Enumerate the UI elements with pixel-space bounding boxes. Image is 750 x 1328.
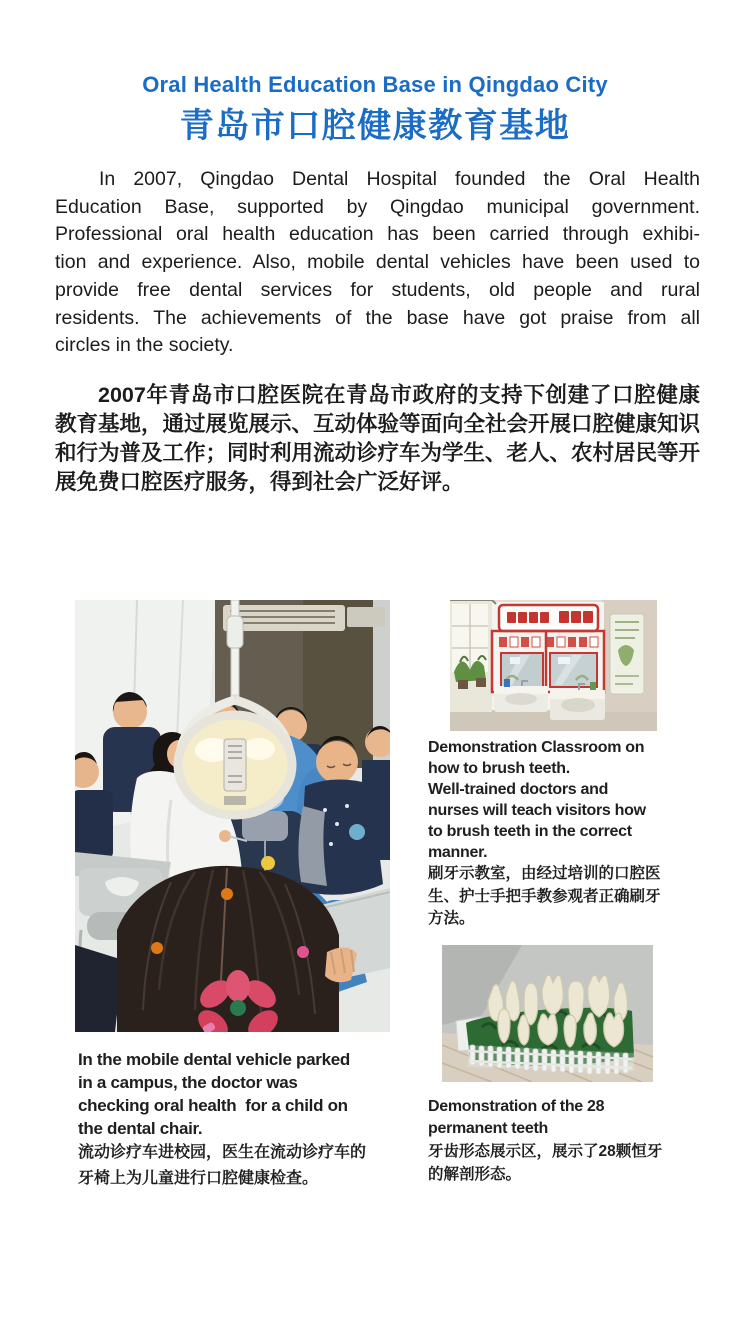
caption-classroom-english: Demonstration Classroom on how to brush teeth. Well-trained doctors and nurses will teach visitors how to brush teeth in the correct manner. — [428, 739, 646, 861]
caption-dental-vehicle — [78, 1048, 366, 1191]
mirrors — [501, 653, 597, 687]
caption-teeth-models-english: Demonstration of the 28 permanent teeth — [428, 1098, 605, 1137]
caption-dental-vehicle-chinese: 流动诊疗车进校园，医生在流动诊疗车的 牙椅上为儿童进行口腔健康检查。 — [78, 1144, 367, 1187]
brushing-classroom-photo — [450, 600, 657, 731]
intro-paragraph-chinese: 2007年青岛市口腔医院在青岛市政府的支持下创建了口腔健康 教育基地，通过展览展示、互动体验等面向全社会开展口腔健康知识 和行为普及工作；同时利用流动诊疗车为学生、老人、农村居民等开 展免费口腔医疗服务，得到社会广泛好评。 — [55, 383, 701, 494]
poster-row — [496, 635, 600, 649]
caption-dental-vehicle-english: In the mobile dental vehicle parked in a campus, the doctor was checking oral health for a child on the dental chair. — [78, 1050, 350, 1138]
mobile-dental-vehicle-photo — [75, 600, 390, 1032]
caption-classroom — [428, 737, 661, 931]
page-title-chinese: 青岛市口腔健康教育基地 — [179, 107, 571, 145]
caption-teeth-models — [428, 1096, 662, 1186]
caption-classroom-chinese: 刷牙示教室，由经过培训的口腔医 生、护士手把手教参观者正确刷牙 方法。 — [428, 865, 661, 927]
caption-teeth-models-chinese: 牙齿形态展示区，展示了28颗恒牙 的解剖形态。 — [428, 1143, 663, 1183]
intro-paragraph-english: In 2007, Qingdao Dental Hospital founded the Oral Health Education Base, supported by Qingdao municipal government. Professional oral health education has been carried through exhibi- tion and experience. Also, mobile dental vehicles have been used to provide free dental services for students, old people and rural residents. The achievements of the base have got praise from all circles in the society. — [55, 168, 700, 357]
teeth-models-photo — [442, 945, 653, 1082]
child-front-left — [75, 945, 123, 1032]
page-title-english: Oral Health Education Base in Qingdao City — [142, 72, 608, 97]
